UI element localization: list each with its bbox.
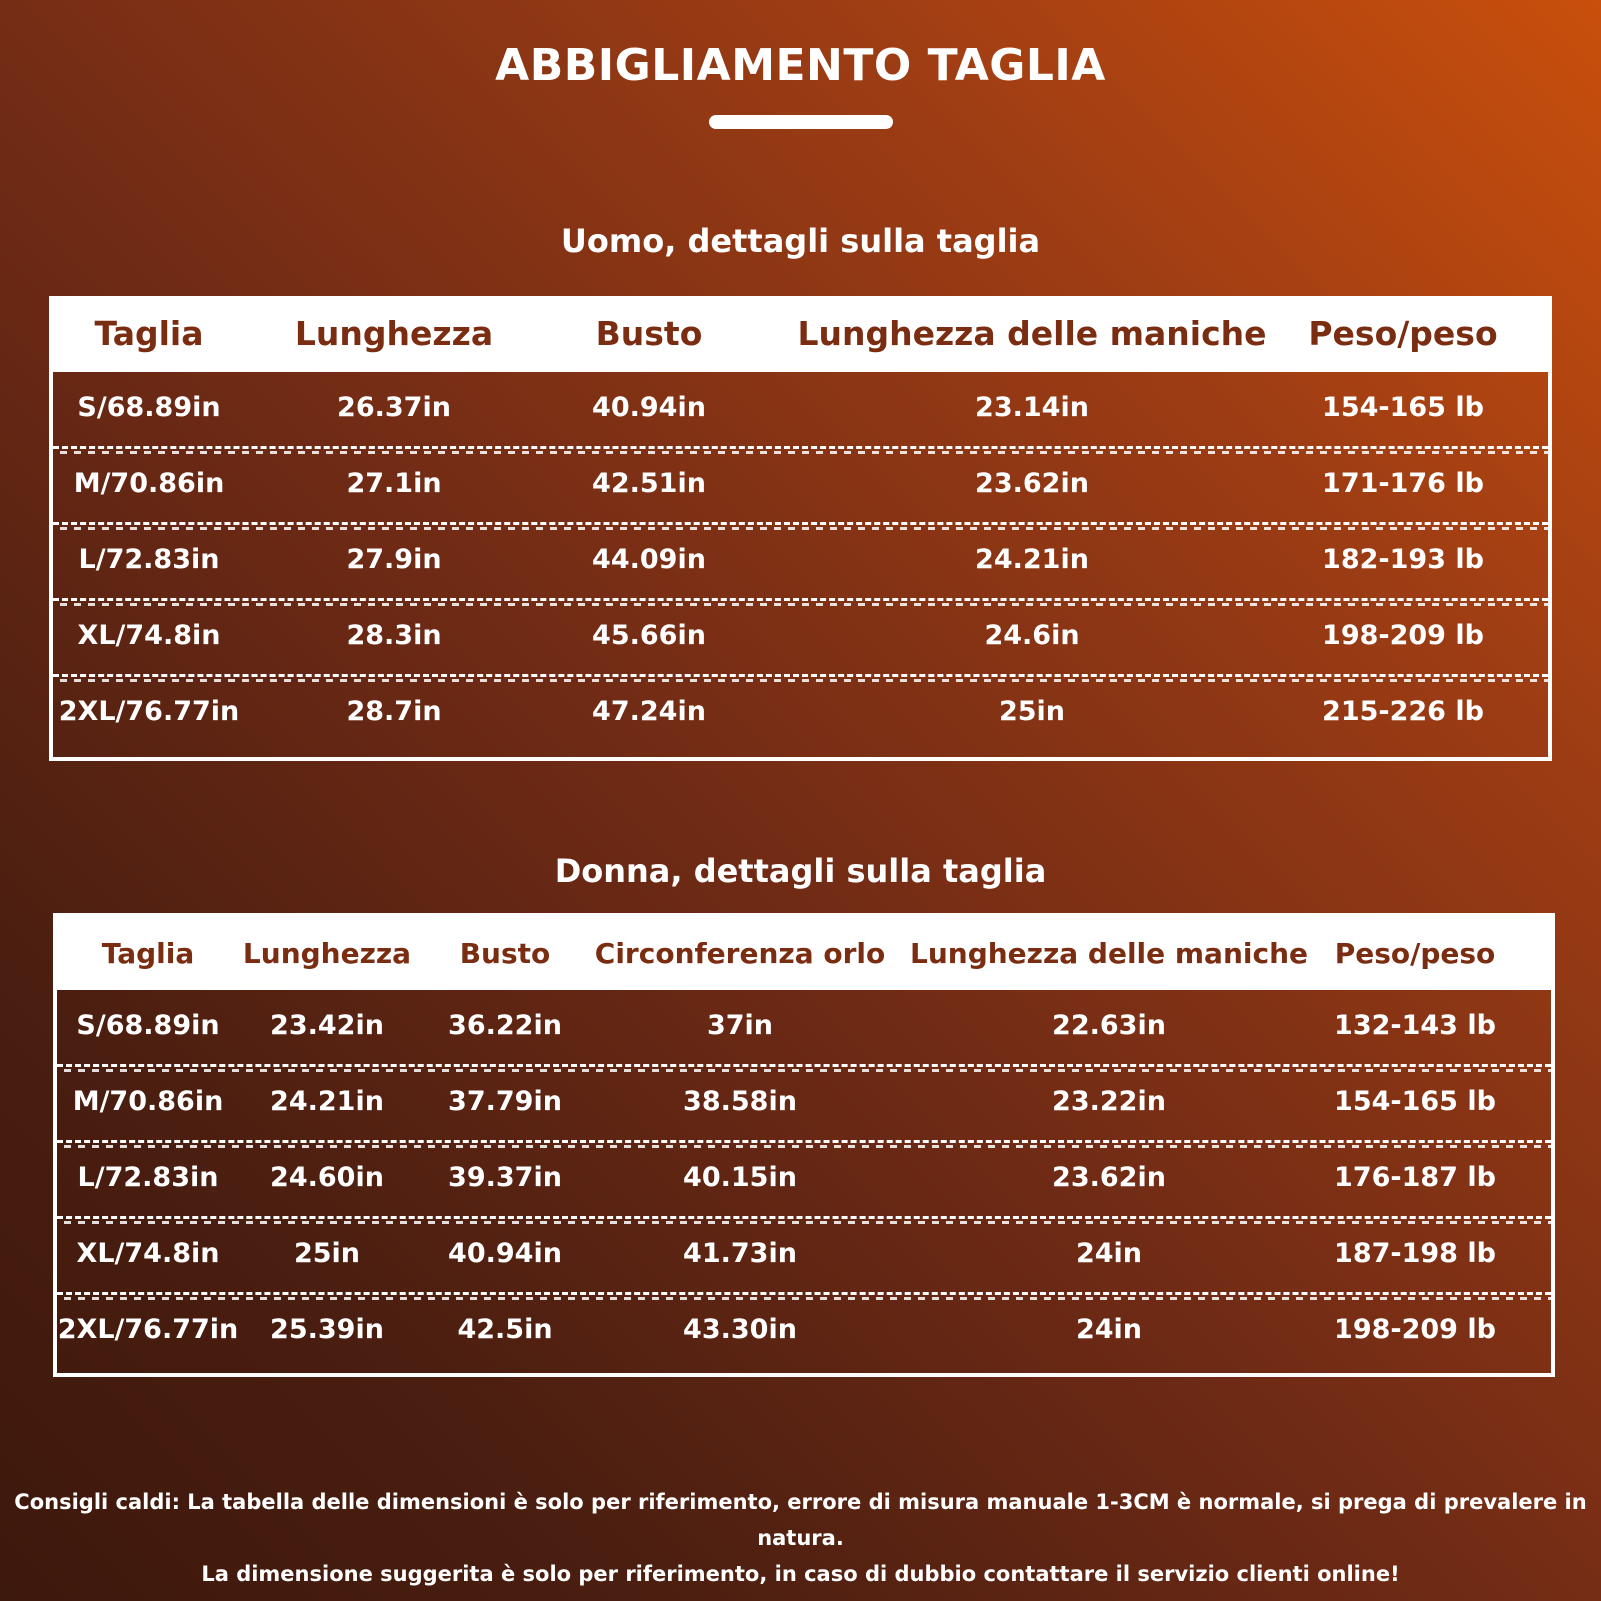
table-cell: 23.62in (1052, 1162, 1166, 1193)
table-cell: 27.1in (346, 468, 442, 499)
table-cell: 22.63in (1052, 1010, 1166, 1041)
table-cell: 171-176 lb (1322, 468, 1484, 499)
table-cell: 25in (998, 696, 1066, 727)
table-cell: 44.09in (592, 544, 706, 575)
table-cell: 42.51in (592, 468, 706, 499)
table-cell: 41.73in (683, 1238, 797, 1269)
table-row (57, 990, 1551, 1066)
women-section-heading: Donna, dettagli sulla taglia (554, 852, 1047, 890)
table-cell: 43.30in (683, 1314, 797, 1345)
column-header: Lunghezza (242, 937, 412, 970)
table-cell: S/68.89in (77, 392, 221, 423)
table-cell: 39.37in (448, 1162, 562, 1193)
column-header: Peso/peso (1308, 314, 1498, 353)
table-cell: 23.42in (270, 1010, 384, 1041)
table-row (57, 1066, 1551, 1142)
table-row (53, 600, 1548, 676)
table-cell: 47.24in (592, 696, 706, 727)
table-cell: 25.39in (270, 1314, 384, 1345)
table-cell: 24.6in (984, 620, 1080, 651)
table-cell: 182-193 lb (1322, 544, 1484, 575)
table-cell: 27.9in (346, 544, 442, 575)
table-cell: 23.22in (1052, 1086, 1166, 1117)
table-cell: 40.15in (683, 1162, 797, 1193)
table-cell: 24.21in (270, 1086, 384, 1117)
table-row (57, 1294, 1551, 1370)
footer-note (0, 1484, 1601, 1592)
table-cell: XL/74.8in (76, 1238, 220, 1269)
table-cell: 28.3in (346, 620, 442, 651)
column-header: Busto (459, 937, 551, 970)
men-size-table (49, 296, 1552, 761)
table-cell: L/72.83in (77, 1162, 219, 1193)
table-cell: 2XL/76.77in (58, 696, 240, 727)
men-table-header (53, 300, 1548, 372)
column-header: Lunghezza delle maniche (797, 314, 1267, 353)
table-cell: 2XL/76.77in (57, 1314, 239, 1345)
table-cell: S/68.89in (76, 1010, 220, 1041)
table-cell: 36.22in (448, 1010, 562, 1041)
table-cell: 25in (293, 1238, 361, 1269)
table-cell: 24in (1075, 1238, 1143, 1269)
table-row (57, 1218, 1551, 1294)
table-cell: 154-165 lb (1322, 392, 1484, 423)
column-header: Taglia (94, 314, 204, 353)
men-section-heading: Uomo, dettagli sulla taglia (560, 222, 1041, 260)
table-cell: 26.37in (337, 392, 451, 423)
table-cell: 42.5in (457, 1314, 553, 1345)
table-cell: 28.7in (346, 696, 442, 727)
column-header: Peso/peso (1334, 937, 1496, 970)
women-table-header (57, 917, 1551, 990)
column-header: Lunghezza delle maniche (909, 937, 1309, 970)
table-cell: 198-209 lb (1334, 1314, 1496, 1345)
table-cell: 37.79in (448, 1086, 562, 1117)
table-cell: 24.60in (270, 1162, 384, 1193)
table-cell: 45.66in (592, 620, 706, 651)
table-cell: 215-226 lb (1322, 696, 1484, 727)
table-cell: 23.14in (975, 392, 1089, 423)
column-header: Circonferenza orlo (594, 937, 886, 970)
table-cell: 24in (1075, 1314, 1143, 1345)
table-cell: M/70.86in (73, 468, 225, 499)
table-cell: 132-143 lb (1334, 1010, 1496, 1041)
table-cell: 176-187 lb (1334, 1162, 1496, 1193)
footer-line-1: Consigli caldi: La tabella delle dimensioni è solo per riferimento, errore di misura manuale 1-3CM è normale, si prega di prevalere in natura. (14, 1490, 1587, 1550)
title-underline (709, 115, 893, 129)
table-cell: 40.94in (592, 392, 706, 423)
table-row (53, 448, 1548, 524)
table-cell: M/70.86in (72, 1086, 224, 1117)
table-cell: 24.21in (975, 544, 1089, 575)
table-cell: 38.58in (683, 1086, 797, 1117)
table-cell: 40.94in (448, 1238, 562, 1269)
table-cell: 23.62in (975, 468, 1089, 499)
column-header: Taglia (101, 937, 195, 970)
table-cell: L/72.83in (78, 544, 220, 575)
table-cell: 198-209 lb (1322, 620, 1484, 651)
page-title: ABBIGLIAMENTO TAGLIA (495, 40, 1106, 91)
table-cell: 37in (706, 1010, 774, 1041)
table-cell: 154-165 lb (1334, 1086, 1496, 1117)
column-header: Busto (595, 314, 703, 353)
table-row (53, 372, 1548, 448)
table-cell: XL/74.8in (77, 620, 221, 651)
table-row (53, 524, 1548, 600)
table-row (57, 1142, 1551, 1218)
footer-line-2: La dimensione suggerita è solo per riferimento, in caso di dubbio contattare il servizio clienti online! (201, 1562, 1400, 1586)
table-row (53, 676, 1548, 752)
women-size-table (53, 913, 1555, 1377)
table-cell: 187-198 lb (1334, 1238, 1496, 1269)
column-header: Lunghezza (294, 314, 494, 353)
